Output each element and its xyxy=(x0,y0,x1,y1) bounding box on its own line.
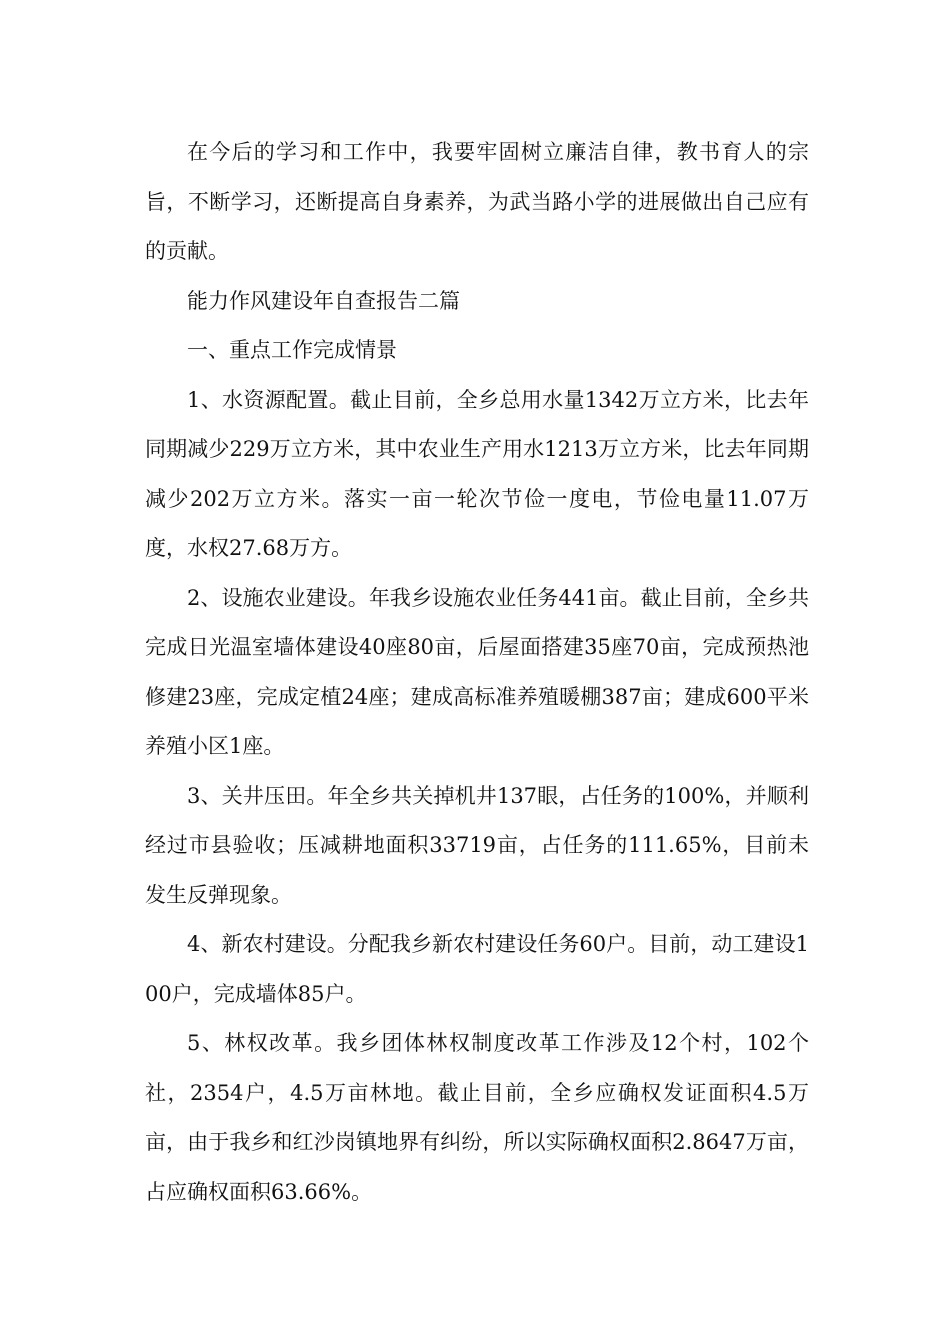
paragraph-closing-statement: 在今后的学习和工作中，我要牢固树立廉洁自律，教书育人的宗旨，不断学习，还断提高自身素养，为武当路小学的进展做出自己应有的贡献。 xyxy=(145,140,809,263)
paragraph-forest-rights: 5、林权改革。我乡团体林权制度改革工作涉及12个村，102个社，2354户，4.5万亩林地。截止目前，全乡应确权发证面积4.5万亩，由于我乡和红沙岗镇地界有纠纷，所以实际确权面积2.8647万亩，占应确权面积63.66%。 xyxy=(145,1031,809,1204)
section-heading: 一、重点工作完成情景 xyxy=(187,338,397,362)
paragraph-new-village: 4、新农村建设。分配我乡新农村建设任务60户。目前，动工建设100户，完成墙体85户。 xyxy=(145,932,809,1006)
paragraph-well-closure: 3、关井压田。年全乡共关掉机井137眼，占任务的100%，并顺利经过市县验收；压减耕地面积33719亩，占任务的111.65%，目前未发生反弹现象。 xyxy=(145,783,809,907)
paragraph-facility-agriculture: 2、设施农业建设。年我乡设施农业任务441亩。截止目前，全乡共完成日光温室墙体建设40座80亩，后屋面搭建35座70亩，完成预热池修建23座，完成定植24座；建成高标准养殖暖棚387亩；建成600平米养殖小区1座。 xyxy=(145,585,809,758)
document-page xyxy=(145,128,809,1217)
paragraph-water-resources: 1、水资源配置。截止目前，全乡总用水量1342万立方米，比去年同期减少229万立方米，其中农业生产用水1213万立方米，比去年同期减少202万立方米。落实一亩一轮次节俭一度电，节俭电量11.07万度，水权27.68万方。 xyxy=(145,387,809,560)
report-title: 能力作风建设年自查报告二篇 xyxy=(187,288,460,313)
